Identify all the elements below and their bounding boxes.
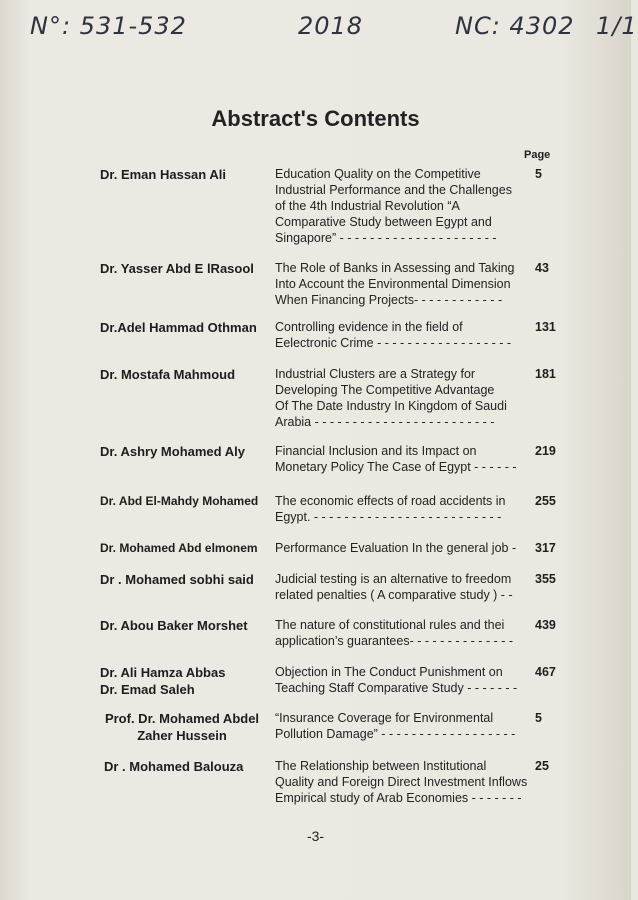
entry-title: [275, 617, 532, 649]
page-column-header: Page: [524, 149, 551, 161]
entry-page-number: 255: [535, 494, 556, 508]
entry-author-line: Zaher Hussein: [137, 728, 227, 743]
entry-title-line: Controlling evidence in the field of: [275, 320, 463, 334]
entry-page-number: 181: [535, 367, 556, 381]
entry-title-line: application’s guarantees- - - - - - - - - - - - - -: [275, 634, 514, 648]
entry-title-line: Of The Date Industry In Kingdom of Saudi: [275, 399, 507, 413]
entry-page-number: 467: [535, 665, 556, 679]
entry-page-number: 317: [535, 541, 556, 555]
entry-title: [275, 710, 532, 742]
entry-author: Dr. Eman Hassan Ali: [100, 167, 226, 182]
handwritten-catalog-number: NC: 4302: [455, 12, 575, 40]
entry-author-line: Dr. Ali Hamza Abbas: [100, 665, 226, 680]
entry-title-line: of the 4th Industrial Revolution “A: [275, 199, 460, 213]
entry-author: Dr.Adel Hammad Othman: [100, 320, 257, 335]
entry-author: Dr . Mohamed Balouza: [104, 759, 244, 774]
entry-title-line: The Relationship between Institutional: [275, 759, 487, 773]
entry-title-line: The Role of Banks in Assessing and Taking: [275, 261, 515, 275]
entry-author: [100, 664, 270, 698]
entry-title-line: “Insurance Coverage for Environmental: [275, 711, 494, 725]
entry-author: Dr. Yasser Abd E lRasool: [100, 261, 254, 276]
entry-page-number: 5: [535, 167, 542, 181]
entry-title: [275, 540, 532, 556]
entry-page-number: 25: [535, 759, 549, 773]
entry-author-line: Dr. Emad Saleh: [100, 682, 195, 697]
entry-title: [275, 166, 532, 246]
entry-page-number: 219: [535, 444, 556, 458]
entry-title-line: Egypt. - - - - - - - - - - - - - - - - - - - - - - - - -: [275, 510, 502, 524]
entry-title: [275, 493, 532, 525]
entry-title-line: The nature of constitutional rules and thei: [275, 618, 505, 632]
handwritten-serial-number: N°: 531-532: [30, 12, 187, 40]
entry-title-line: Developing The Competitive Advantage: [275, 383, 495, 397]
entry-title-line: Arabia - - - - - - - - - - - - - - - - - - - - - - - -: [275, 415, 495, 429]
entry-author: Dr. Abou Baker Morshet: [100, 618, 248, 633]
entry-title: [275, 260, 532, 308]
entry-page-number: 439: [535, 618, 556, 632]
entry-title-line: Comparative Study between Egypt and: [275, 215, 492, 229]
entry-author-line: Prof. Dr. Mohamed Abdel: [104, 711, 260, 726]
page-number-footer: -3-: [306, 828, 325, 844]
entry-title: [275, 664, 532, 696]
entry-title-line: When Financing Projects- - - - - - - - - - - -: [275, 293, 503, 307]
entry-author: Dr . Mohamed sobhi said: [100, 572, 254, 587]
entry-title-line: Industrial Clusters are a Strategy for: [275, 367, 476, 381]
entry-title: [275, 758, 532, 806]
entry-title-line: Eelectronic Crime - - - - - - - - - - - - - - - - - -: [275, 336, 512, 350]
entry-title-line: Singapore” - - - - - - - - - - - - - - - - - - - - -: [275, 231, 497, 245]
entry-title-line: Quality and Foreign Direct Investment Inflows: [275, 775, 528, 789]
entry-page-number: 355: [535, 572, 556, 586]
entry-page-number: 131: [535, 320, 556, 334]
entry-title-line: Teaching Staff Comparative Study - - - - - - -: [275, 681, 518, 695]
entry-title: [275, 319, 532, 351]
entry-author: Dr. Mohamed Abd elmonem: [100, 541, 258, 555]
page-title: Abstract's Contents: [211, 106, 420, 131]
entry-title-line: Pollution Damage” - - - - - - - - - - - - - - - - - -: [275, 727, 516, 741]
entry-author: Dr. Ashry Mohamed Aly: [100, 444, 245, 459]
entry-title-line: Empirical study of Arab Economies - - - - - - -: [275, 791, 522, 805]
entry-title-line: Judicial testing is an alternative to freedom: [275, 572, 512, 586]
entry-title-line: Education Quality on the Competitive: [275, 167, 481, 181]
handwritten-year: 2018: [298, 12, 364, 40]
entry-author: [92, 710, 272, 744]
entry-title-line: Performance Evaluation In the general job -: [275, 541, 517, 555]
entry-title-line: Financial Inclusion and its Impact on: [275, 444, 477, 458]
entry-author: Dr. Abd El-Mahdy Mohamed: [100, 494, 259, 508]
entry-page-number: 5: [535, 711, 542, 725]
handwritten-corner-mark: 1/1: [596, 12, 638, 40]
entry-title-line: Monetary Policy The Case of Egypt - - - - - -: [275, 460, 517, 474]
entry-title-line: Objection in The Conduct Punishment on: [275, 665, 503, 679]
entry-title-line: related penalties ( A comparative study ) - -: [275, 588, 513, 602]
entry-page-number: 43: [535, 261, 549, 275]
entry-title-line: Industrial Performance and the Challenges: [275, 183, 512, 197]
entry-title-line: The economic effects of road accidents in: [275, 494, 506, 508]
entry-title: [275, 366, 532, 430]
entry-title-line: Into Account the Environmental Dimension: [275, 277, 511, 291]
entry-author: Dr. Mostafa Mahmoud: [100, 367, 236, 382]
entry-title: [275, 443, 532, 475]
entry-title: [275, 571, 532, 603]
